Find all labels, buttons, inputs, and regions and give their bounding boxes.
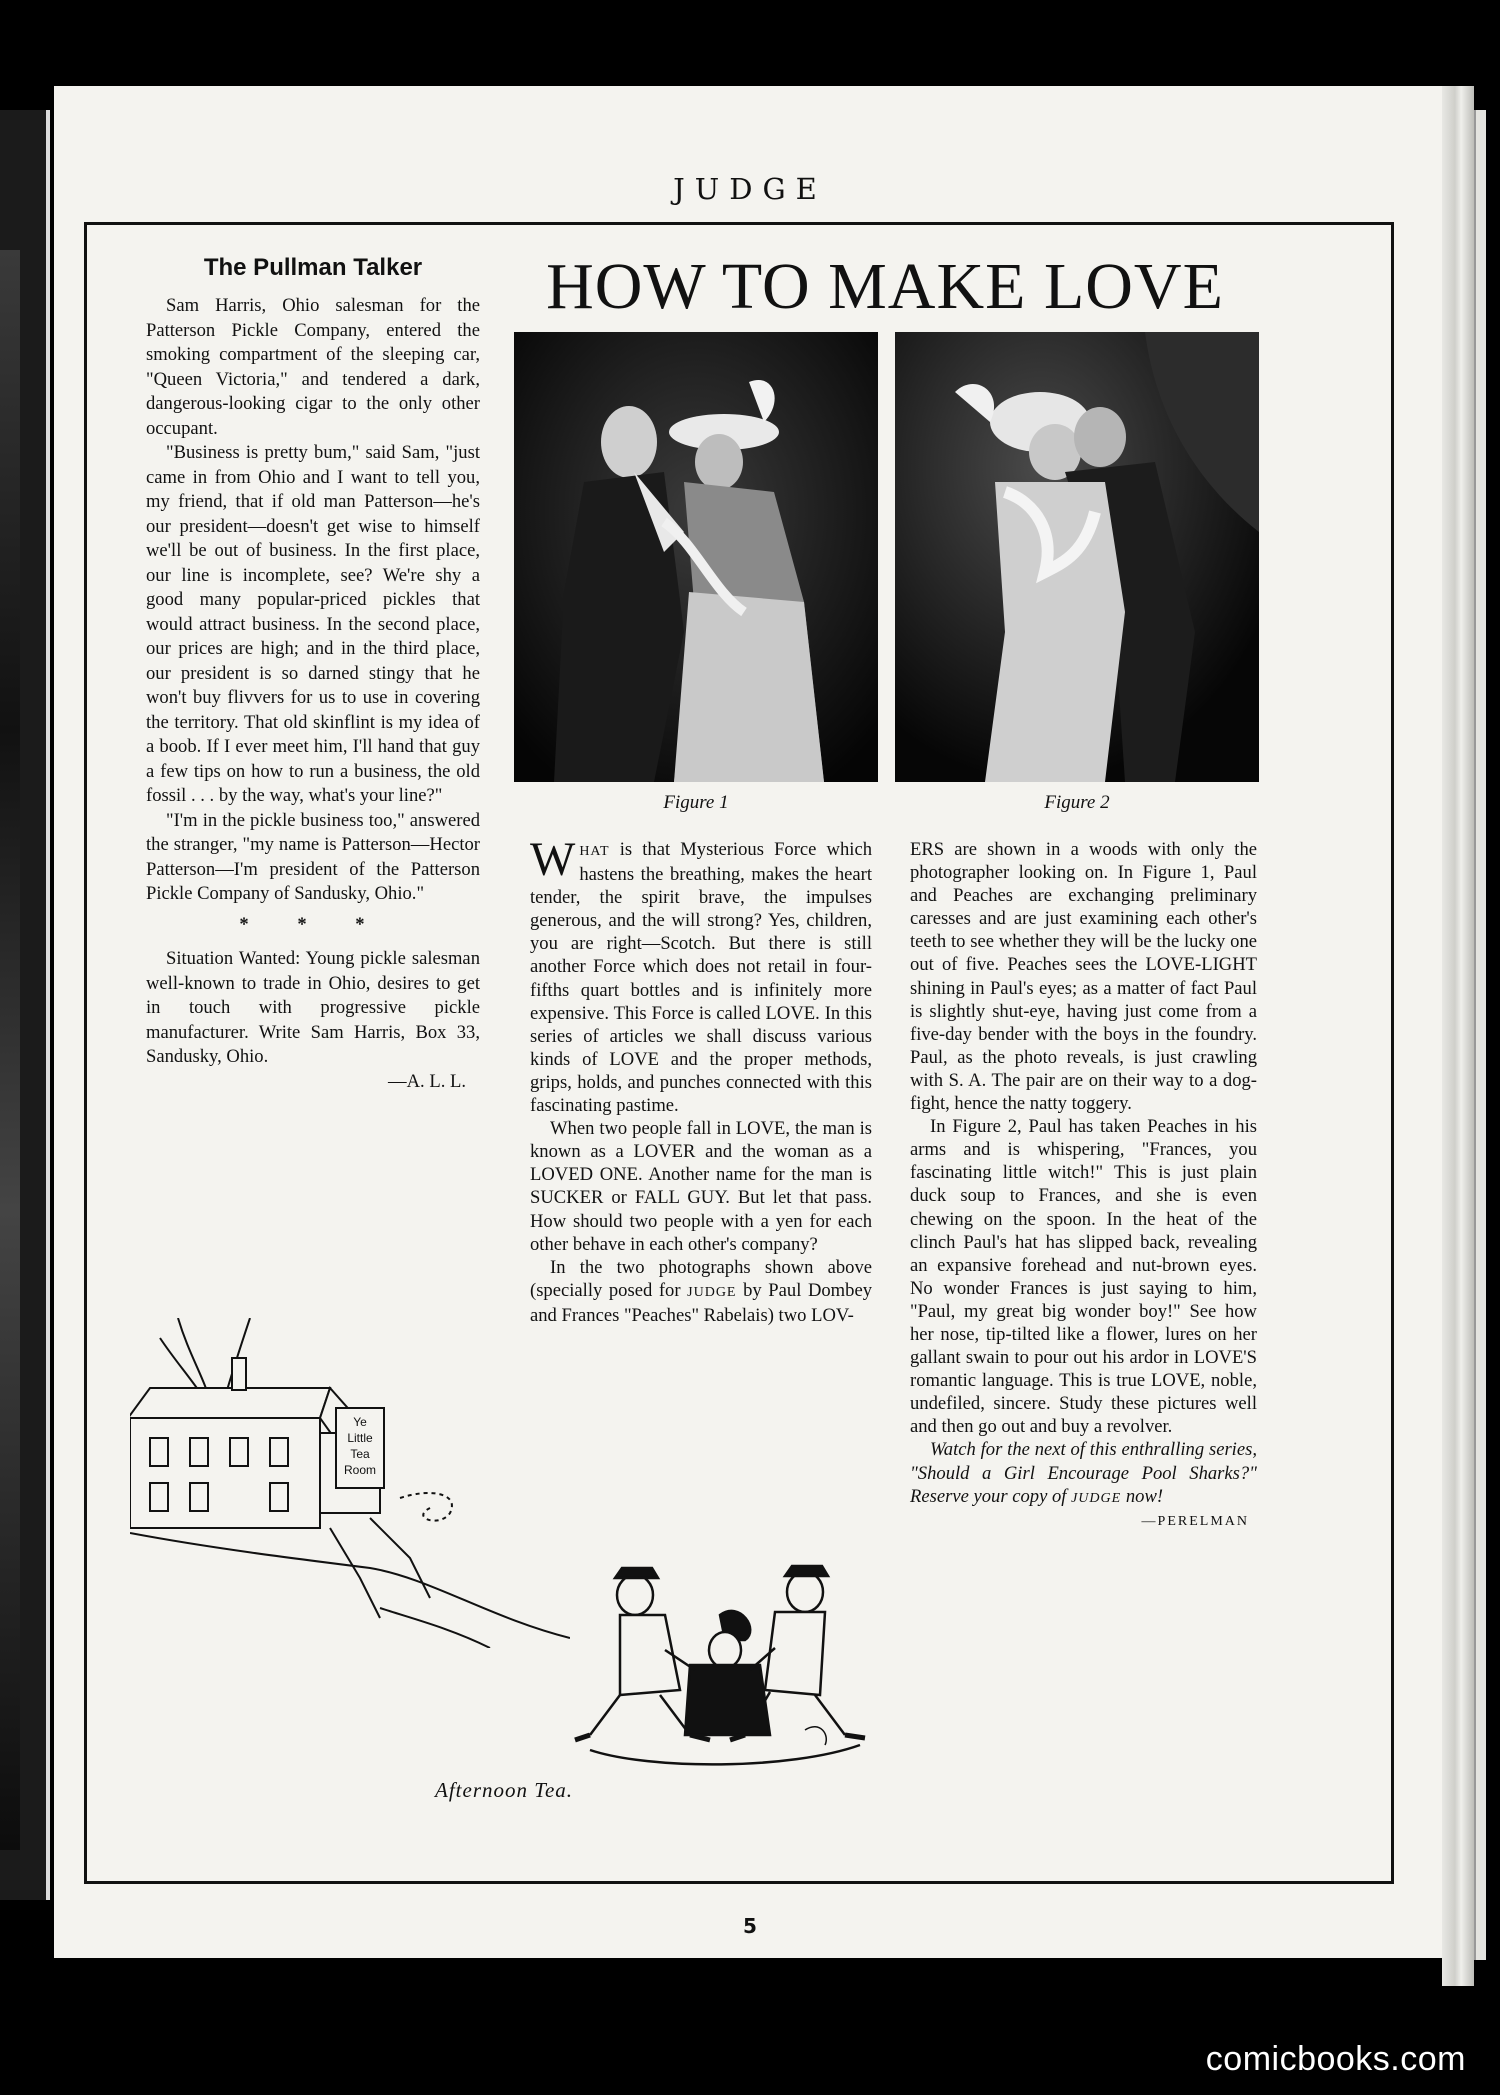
sign-text: Tea	[350, 1447, 370, 1461]
article-paragraph	[530, 1256, 872, 1327]
promo-text: now!	[1121, 1485, 1164, 1507]
figure-2-photo	[895, 332, 1259, 782]
book-page-stack	[1442, 86, 1474, 1986]
article-text: by Paul Dombey and Frances "Peaches" Rabelais) two LOV-	[530, 1279, 872, 1326]
figure-1-caption: Figure 1	[663, 792, 729, 813]
story-paragraph: "Business is pretty bum," said Sam, "just came in from Ohio and I want to tell you, my friend, that if old man Patterson—he's our president—doesn't get wise to himself we'll be out of business. In the first place, our line is incomplete, see? We're shy a good many popular-priced pickles that would attract business. In the second place, our prices are high; and in the third place, our president is so darned stingy that he won't buy flivvers for us to use in covering the territory. That old skinflint is my idea of a boob. If I ever meet him, I'll hand that guy a few tips on how to run a business, the old fossil . . . by the way, what's your line?"	[146, 442, 480, 806]
masthead: JUDGE	[673, 172, 827, 206]
sign-text: Little	[347, 1431, 373, 1445]
magazine-name: JUDGE	[687, 1284, 737, 1300]
next-issue-promo	[910, 1438, 1257, 1509]
cartoon-caption: Afternoon Tea.	[435, 1778, 574, 1802]
story-heading: The Pullman Talker	[203, 254, 423, 281]
promo-text: Watch for the next of this enthralling series, "Should a Girl Encourage Pool Sharks?" Reserve your copy of	[910, 1439, 1257, 1507]
classified-ad: Situation Wanted: Young pickle salesman well-known to trade in Ohio, desires to get in touch with progressive pickle manufacturer. Write Sam Harris, Box 33, Sandusky, Ohio.	[146, 948, 480, 1067]
watermark: comicbooks.com	[1205, 2040, 1466, 2078]
magazine-name: JUDGE	[1071, 1490, 1122, 1506]
drop-cap: W	[530, 833, 576, 886]
article-paragraph: ERS are shown in a woods with only the photographer looking on. In Figure 1, Paul and Peaches are exchanging preliminary caresses and are just examining each other's teeth to see whether they will be the lucky one out of five. Peaches sees the LOVE-LIGHT shining in Paul's eyes; as a matter of fact Paul is slightly shut-eye, having just come from a five-day bender with the boys in the foundry. Paul, as the photo reveals, is just crawling with S. A. The pair are on their way to a dog-fight, hence the natty toggery.	[910, 839, 1257, 1115]
story-paragraph: Sam Harris, Ohio salesman for the Patterson Pickle Company, entered the smoking compartment of the sleeping car, "Queen Victoria," and tendered a dark, dangerous-looking cigar to the only other occupant.	[146, 295, 480, 439]
article-paragraph: When two people fall in LOVE, the man is known as a LOVER and the woman as a LOVED ONE. Another name for the man is SUCKER or FALL GUY. But let that pass. How should two people with a yen for each other behave in each other's company?	[530, 1118, 872, 1255]
sign-text: Ye	[353, 1415, 367, 1429]
article-column-1	[530, 833, 872, 1327]
article-text: is that Mysterious Force which hastens the breathing, makes the heart tender, the spirit brave, the impulses generous, and the will strong? Yes, children, you are right—Scotch. But there is still another Force which does not retail in four-fifths quart bottles and is infinitely more expensive. This Force is called LOVE. In this series of articles we shall discuss various kinds of LOVE and the proper methods, grips, holds, and punches connected with this fascinating pastime.	[530, 839, 872, 1117]
small-caps-lead: HAT	[579, 844, 610, 859]
afternoon-tea-cartoon	[570, 1520, 870, 1780]
figure-2-caption: Figure 2	[1044, 792, 1110, 813]
story-attribution: —A. L. L.	[388, 1070, 466, 1092]
article-text: In the two photographs shown above (specially posed for	[530, 1256, 872, 1301]
author-signature: —PERELMAN	[1141, 1513, 1249, 1529]
article-title: HOW TO MAKE LOVE	[546, 250, 1224, 323]
article-paragraph: In Figure 2, Paul has taken Peaches in his arms and is whispering, "Frances, you fascinating little witch!" This is just plain duck soup to Frances, and she is even chewing on the spoon. In the heat of the clinch Paul's hat has slipped back, revealing an expansive forehead and nut-brown eyes. No wonder Frances is just saying to him, "Paul, my great big wonder boy!" See how her nose, tip-tilted like a flower, lures on her gallant swain to pour out his ardor in LOVE'S romantic language. This is true LOVE, noble, undefiled, sincere. Study these pictures well and then go out and buy a revolver.	[910, 1116, 1257, 1438]
article-column-2	[910, 838, 1257, 1533]
sign-text: Room	[343, 1463, 377, 1477]
story-paragraph: "I'm in the pickle business too," answered the stranger, "my name is Patterson—Hector Patterson—I'm president of the Patterson Pickle Company of Sandusky, Ohio."	[146, 809, 480, 904]
tea-room-illustration	[130, 1318, 570, 1648]
article-paragraph	[530, 833, 872, 1117]
adjacent-page-edge	[0, 110, 50, 1900]
section-separator: * * *	[239, 913, 387, 935]
left-column	[146, 252, 480, 1094]
book-page-stack-edge	[1474, 110, 1486, 1960]
page-number: 5	[743, 1914, 757, 1938]
figure-1-photo	[514, 332, 878, 782]
